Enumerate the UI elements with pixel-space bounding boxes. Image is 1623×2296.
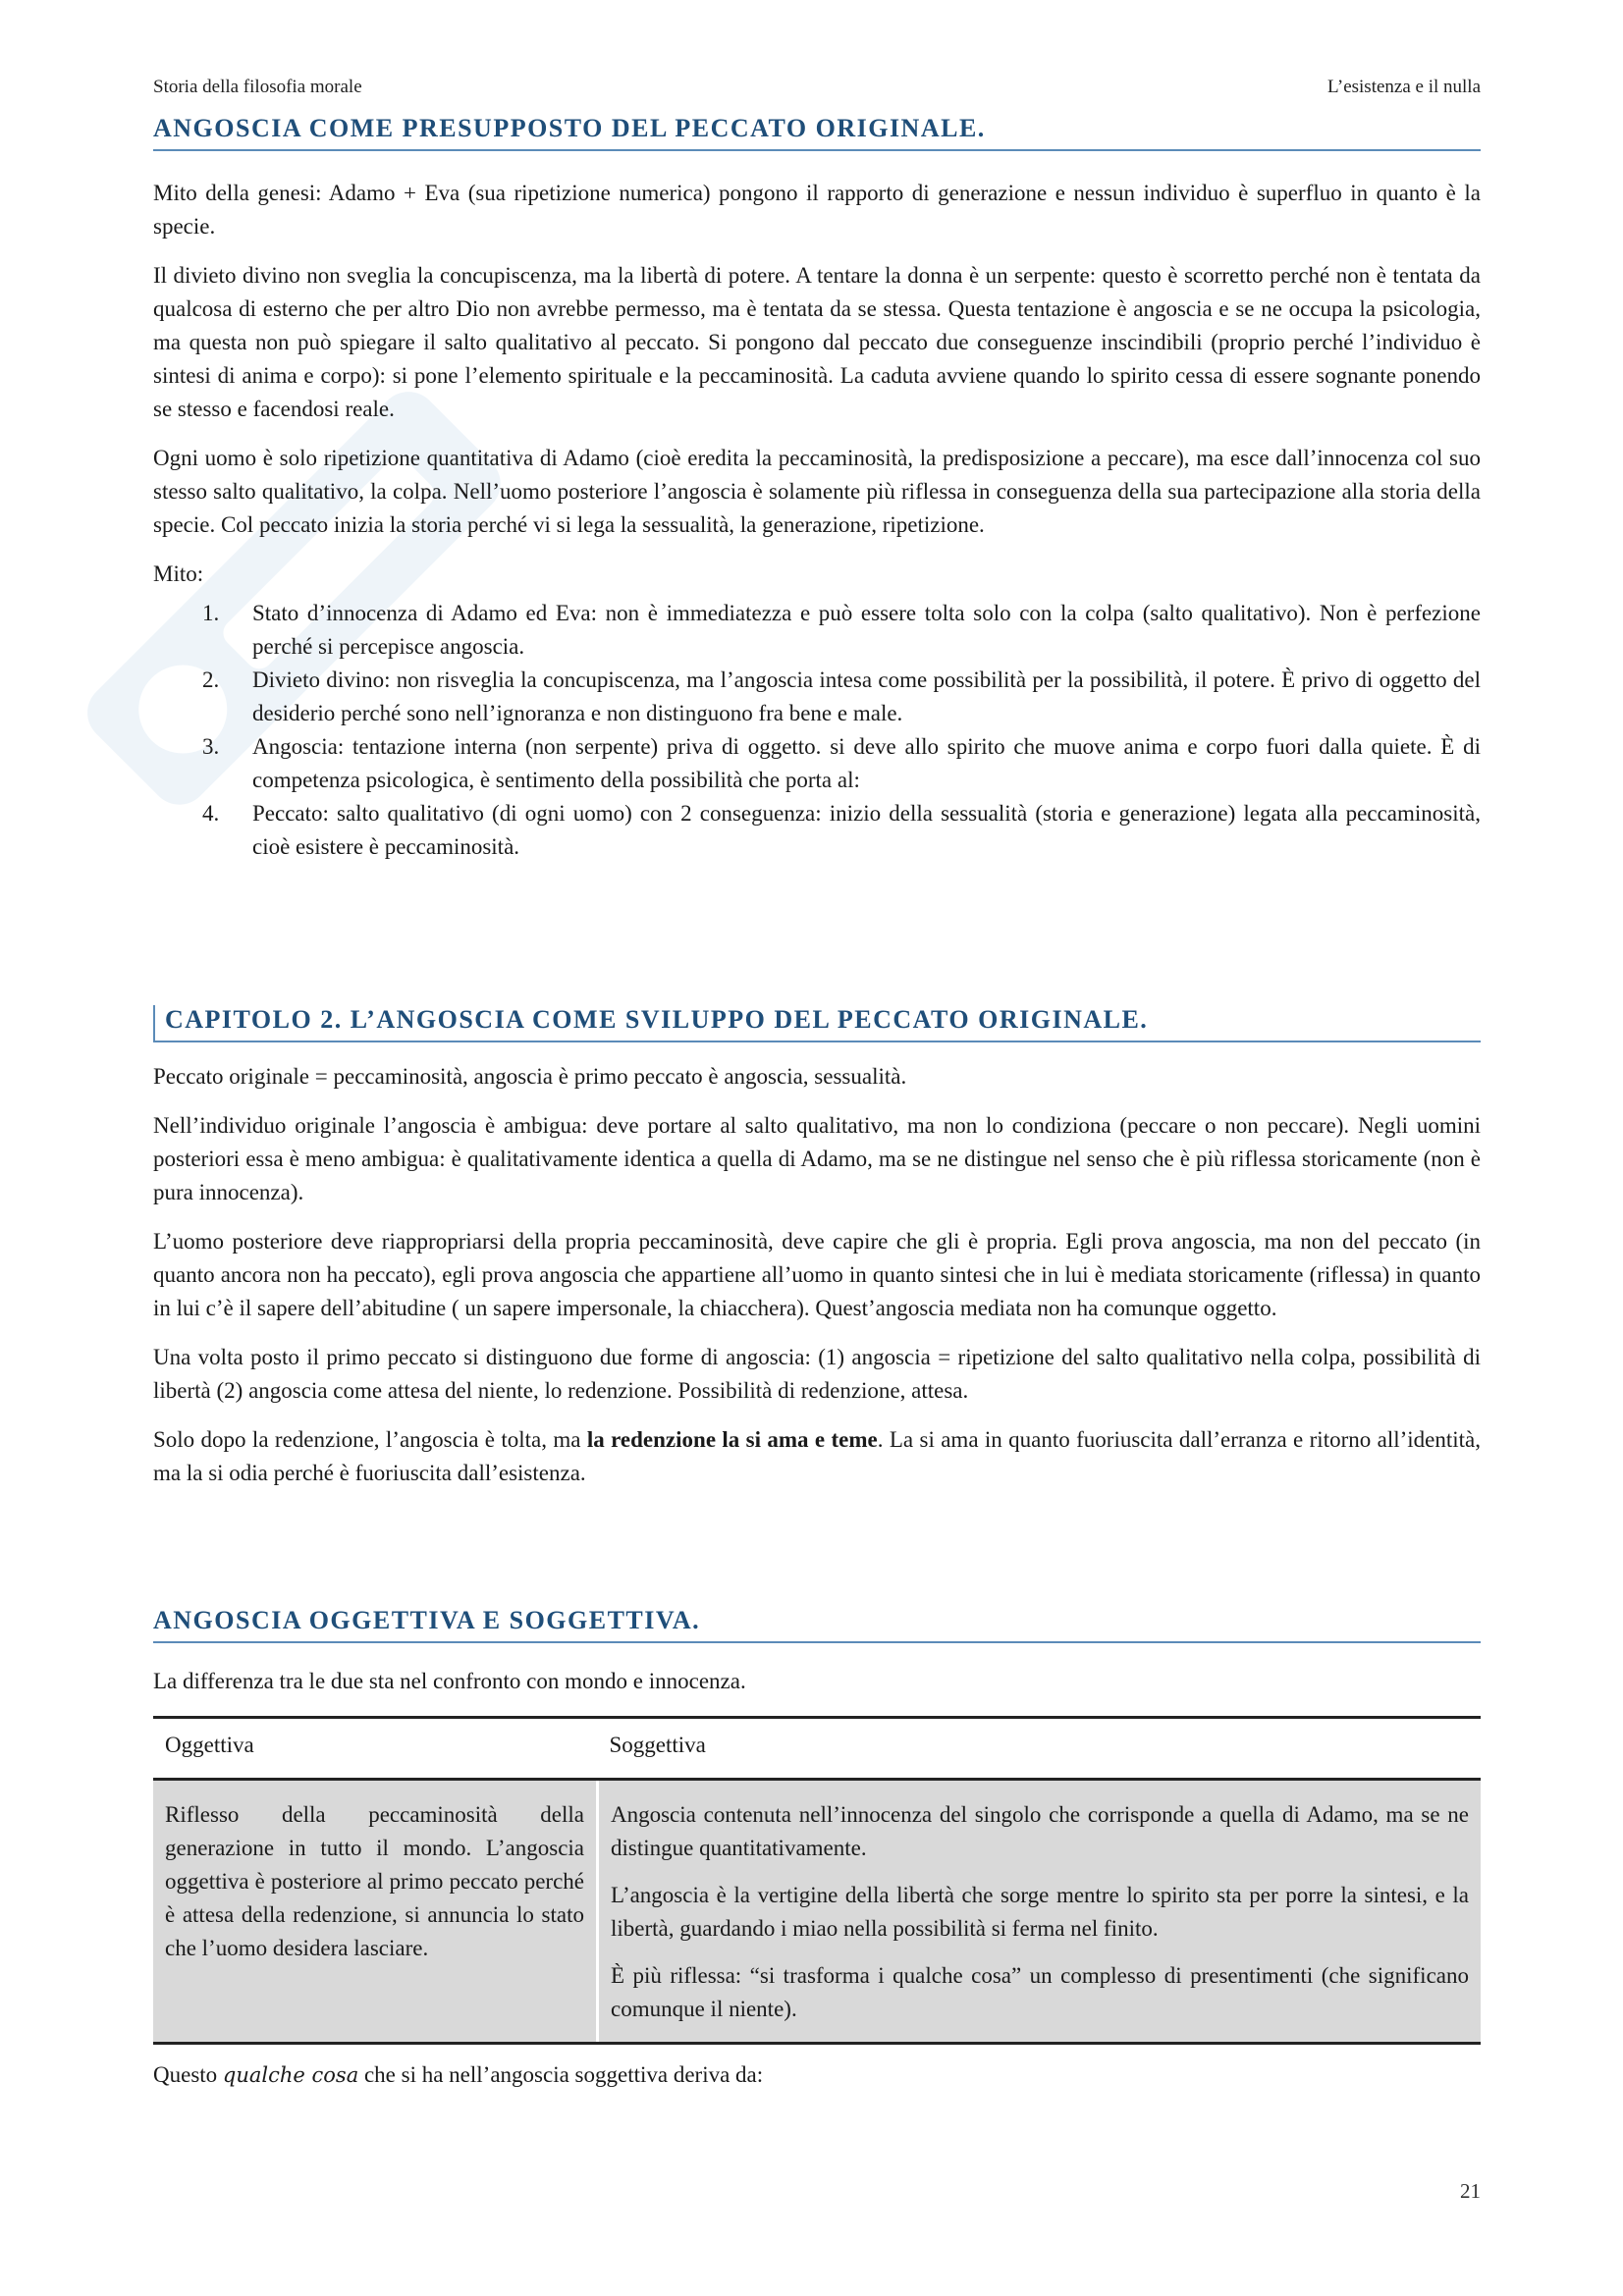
list-text: Divieto divino: non risveglia la concupiscenza, ma l’angoscia intesa come possibilità per la possibilità, il potere. È privo di oggetto del desiderio perché sono nell’ignoranza e non distinguono fra bene e male. (252, 667, 1481, 725)
bold-text: la redenzione la si ama e teme (586, 1427, 878, 1452)
text-run: che si ha nell’angoscia soggettiva deriva da: (358, 2062, 764, 2087)
list-number: 2. (202, 667, 220, 692)
list-number: 4. (202, 801, 220, 826)
cell-paragraph: È più riflessa: “si trasforma i qualche cosa” un complesso di presentimenti (che significano comunque il niente). (611, 1963, 1469, 2021)
section-angoscia-presupposto (153, 114, 1481, 864)
paragraph (153, 2058, 1481, 2092)
comparison-table (153, 1716, 1481, 2045)
list-item (153, 730, 1481, 797)
cell-paragraph: L’angoscia è la vertigine della libertà che sorge mentre lo spirito sta per porre la sintesi, e la libertà, guardando i miao nella possibilità si ferma nel finito. (611, 1883, 1469, 1941)
section-title: ANGOSCIA OGGETTIVA E SOGGETTIVA. (153, 1606, 1481, 1643)
table-header-row (153, 1718, 1481, 1780)
section-oggettiva-soggettiva (153, 1606, 1481, 2108)
mito-label: Mito: (153, 561, 204, 586)
list-item (153, 664, 1481, 730)
text-run: Solo dopo la redenzione, l’angoscia è tolta, ma (153, 1427, 587, 1452)
list-item (153, 597, 1481, 664)
italic-text: qualche cosa (222, 2063, 359, 2087)
paragraph: Ogni uomo è solo ripetizione quantitativa di Adamo (cioè eredita la peccaminosità, la predisposizione a peccare), ma esce dall’innocenza col suo stesso salto qualitativo, la colpa. Nell’uomo posteriore l’angoscia è solamente più riflessa in conseguenza della sua partecipazione alla storia della specie. Col peccato inizia la storia perché vi si lega la sessualità, la generazione, ripetizione. (153, 446, 1481, 537)
paragraph (153, 1423, 1481, 1490)
paragraph: Peccato originale = peccaminosità, angoscia è primo peccato è angoscia, sessualità. (153, 1064, 907, 1089)
list-text: Stato d’innocenza di Adamo ed Eva: non è immediatezza e può essere tolta solo con la colpa (salto qualitativo). Non è perfezione perché si percepisce angoscia. (252, 601, 1481, 659)
header-left: Storia della filosofia morale (153, 77, 362, 97)
cell-text: Riflesso della peccaminosità della generazione in tutto il mondo. L’angoscia oggettiva è posteriore al primo peccato perché è attesa della redenzione, si annuncia lo stato che l’uomo desidera lasciare. (165, 1802, 584, 1960)
text-run: . La si ama in quanto fuoriuscita dall’erranza e ritorno all’identità, ma la si odia perché è fuoriuscita dall’esistenza. (153, 1427, 1481, 1485)
section-title: CAPITOLO 2. L’ANGOSCIA COME SVILUPPO DEL PECCATO ORIGINALE. (153, 1005, 1481, 1042)
header-right: L’esistenza e il nulla (1327, 77, 1481, 97)
column-header: Soggettiva (598, 1718, 1482, 1780)
table-row (153, 1780, 1481, 2044)
page-number: 21 (1460, 2179, 1481, 2203)
paragraph: La differenza tra le due sta nel confronto con mondo e innocenza. (153, 1669, 746, 1693)
paragraph: Nell’individuo originale l’angoscia è ambigua: deve portare al salto qualitativo, ma non lo condiziona (peccare o non peccare). Negli uomini posteriori essa è meno ambigua: è qualitativamente identica a quella di Adamo, ma se ne distingue nel senso che è più riflessa storicamente (non è pura innocenza). (153, 1113, 1481, 1204)
section-capitolo-2 (153, 1005, 1481, 1506)
cell-paragraph: Angoscia contenuta nell’innocenza del singolo che corrisponde a quella di Adamo, ma se ne distingue quantitativamente. (611, 1802, 1469, 1860)
section-title: ANGOSCIA COME PRESUPPOSTO DEL PECCATO ORIGINALE. (153, 114, 1481, 151)
paragraph: Una volta posto il primo peccato si distinguono due forme di angoscia: (1) angoscia = ripetizione del salto qualitativo nella colpa, possibilità di libertà (2) angoscia come attesa del niente, lo redenzione. Possibilità di redenzione, attesa. (153, 1345, 1481, 1403)
table-cell (598, 1780, 1482, 2044)
text-run: Questo (153, 2062, 223, 2087)
paragraph: Mito della genesi: Adamo + Eva (sua ripetizione numerica) pongono il rapporto di generazione e nessun individuo è superfluo in quanto è la specie. (153, 181, 1481, 239)
list-item (153, 797, 1481, 864)
column-header: Oggettiva (153, 1718, 598, 1780)
list-text: Peccato: salto qualitativo (di ogni uomo) con 2 conseguenza: inizio della sessualità (storia e generazione) legata alla peccaminosità, cioè esistere è peccaminosità. (252, 801, 1481, 859)
list-number: 1. (202, 601, 220, 625)
paragraph: L’uomo posteriore deve riappropriarsi della propria peccaminosità, deve capire che gli è propria. Egli prova angoscia, ma non del peccato (in quanto ancora non ha peccato), egli prova angoscia che appartiene all’uomo in quanto sintesi che in lui è mediata storicamente (riflessa) in quanto in lui c’è il sapere dell’abitudine ( un sapere impersonale, la chiacchera). Quest’angoscia mediata non ha comunque oggetto. (153, 1229, 1481, 1320)
list-number: 3. (202, 734, 220, 759)
mito-list (153, 597, 1481, 864)
table-cell (153, 1780, 598, 2044)
paragraph: Il divieto divino non sveglia la concupiscenza, ma la libertà di potere. A tentare la donna è un serpente: questo è scorretto perché non è tentata da qualcosa di esterno che per altro Dio non avrebbe permesso, ma è tentata da se stessa. Questa tentazione è angoscia e se ne occupa la psicologia, ma questa non può spiegare il salto qualitativo al peccato. Si pongono dal peccato due conseguenze inscindibili (proprio perché l’individuo è sintesi di anima e corpo): si pone l’elemento spirituale e la peccaminosità. La caduta avviene quando lo spirito cessa di essere sognante ponendo se stesso e facendosi reale. (153, 263, 1481, 421)
running-header (153, 77, 1481, 98)
list-text: Angoscia: tentazione interna (non serpente) priva di oggetto. si deve allo spirito che muove anima e corpo fuori dalla quiete. È di competenza psicologica, è sentimento della possibilità che porta al: (252, 734, 1481, 792)
